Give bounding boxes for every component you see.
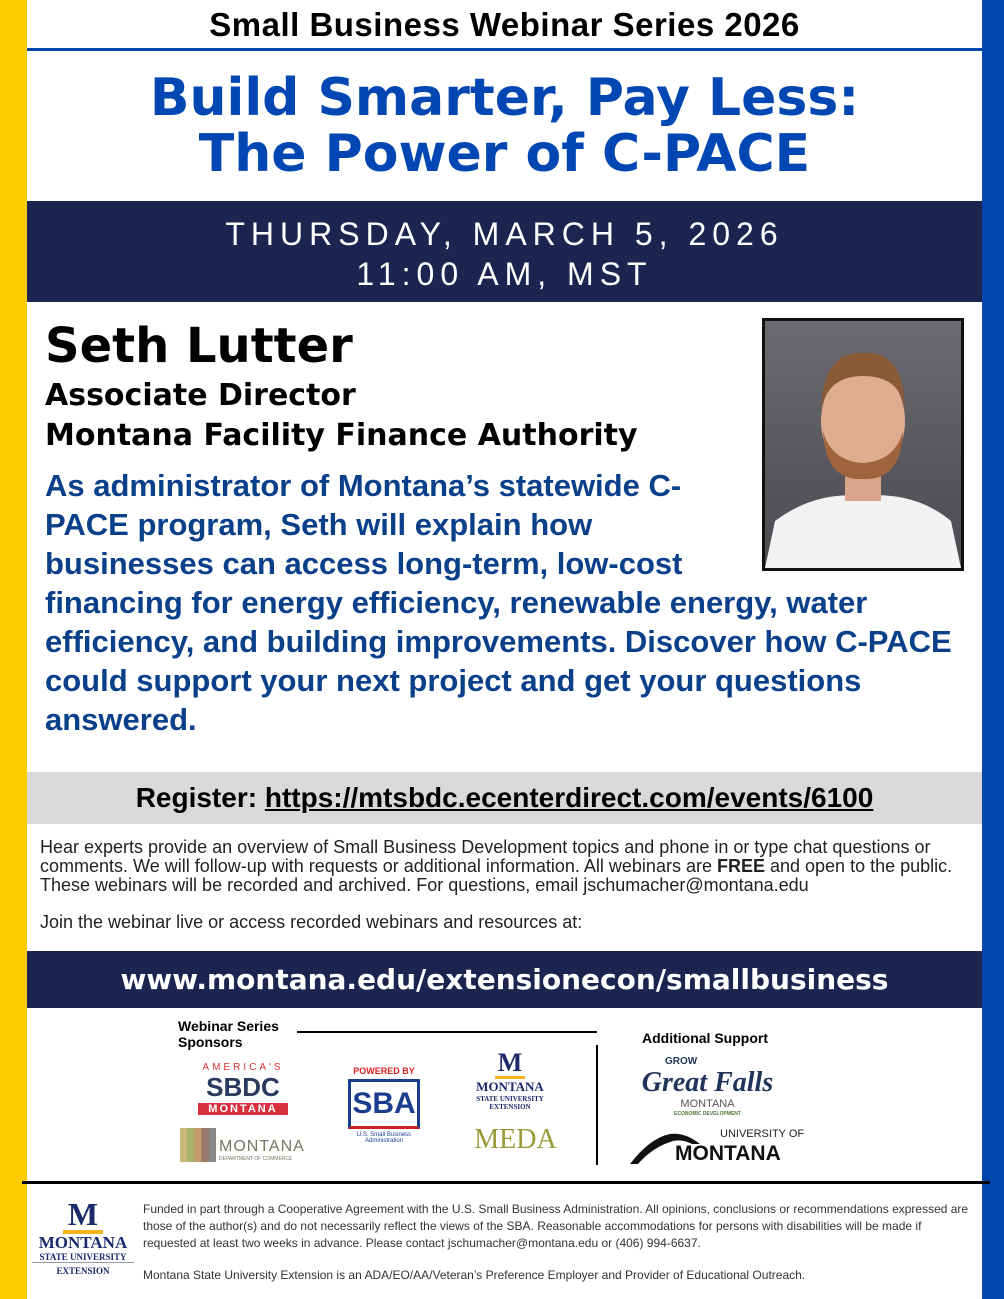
logo-text: M <box>63 1198 103 1234</box>
logo-text: EXTENSION <box>489 1103 531 1111</box>
speaker-organization: Montana Facility Finance Authority <box>45 418 638 453</box>
title-line-1: Build Smarter, Pay Less: <box>149 68 860 128</box>
resources-link[interactable]: www.montana.edu/extensionecon/smallbusiness <box>120 963 889 996</box>
divider <box>297 1031 597 1033</box>
register-label: Register: <box>135 782 265 813</box>
logo-text: MONTANA <box>198 1103 288 1115</box>
logo-text: POWERED BY <box>353 1066 415 1076</box>
logo-text: M <box>495 1050 525 1079</box>
info-text-1: Hear experts provide an overview of Small Business Development topics and phone in or type chat questions or comments. We will follow-up with requests or additional information. All webinars are <box>40 837 931 876</box>
event-date: THURSDAY, MARCH 5, 2026 <box>225 216 784 252</box>
logo-text: MONTANA <box>680 1098 735 1110</box>
support-heading: Additional Support <box>642 1030 768 1046</box>
logo-text: SBA <box>348 1079 420 1129</box>
logo-text: STATE UNIVERSITY <box>476 1095 544 1103</box>
series-title: Small Business Webinar Series 2026 <box>209 6 800 43</box>
join-text: Join the webinar live or access recorded webinars and resources at: <box>40 912 583 932</box>
logo-text: SBDC <box>206 1072 280 1102</box>
commerce-logo <box>180 1128 310 1162</box>
logo-text: ECONOMIC DEVELOPMENT <box>674 1111 741 1117</box>
msu-extension-footer-logo <box>32 1198 134 1276</box>
logo-text: MONTANA <box>38 1233 128 1252</box>
footer-email-link[interactable]: jschumacher@montana.edu <box>447 1236 599 1250</box>
footer-phone: or (406) 994-6637. <box>598 1236 701 1250</box>
logo-text: Great Falls <box>641 1067 774 1098</box>
photo-spacer <box>730 466 965 578</box>
logo-text: MONTANA <box>476 1079 544 1094</box>
logo-text: DEPARTMENT OF COMMERCE <box>219 1156 293 1162</box>
sbdc-logo <box>198 1062 288 1115</box>
title-line-2: The Power of C-PACE <box>198 124 811 184</box>
funding-disclaimer <box>143 1201 973 1252</box>
info-text <box>40 838 975 895</box>
right-accent-bar <box>982 0 1004 1299</box>
info-text-2: and open to the public. These webinars will be recorded and archived. For questions, email <box>40 856 953 895</box>
msu-extension-logo <box>468 1050 552 1111</box>
speaker-role <box>45 376 638 456</box>
divider <box>596 1045 598 1165</box>
resources-band <box>27 951 982 1008</box>
register-link[interactable]: https://mtsbdc.ecenterdirect.com/events/6100 <box>264 782 874 813</box>
divider <box>27 48 982 51</box>
university-of-montana-logo <box>630 1128 810 1168</box>
logo-text: MONTANA <box>675 1142 781 1165</box>
speaker-name: Seth Lutter <box>45 318 353 374</box>
webinar-title <box>27 70 982 182</box>
sponsors-heading: Webinar Series Sponsors <box>178 1018 279 1050</box>
speaker-title: Associate Director <box>45 378 356 413</box>
logo-text: MONTANA <box>219 1138 305 1155</box>
divider <box>22 1181 990 1184</box>
funding-text: Funded in part through a Cooperative Agreement with the U.S. Small Business Administration. All opinions, conclusions or recommendations expressed are those of the author(s) and do not necessarily reflect the views of the SBA. Reasonable accommodations for persons with disabilities will be made if requested at least two weeks in advance. Please contact <box>143 1202 969 1250</box>
sba-logo <box>342 1066 426 1144</box>
logo-text: STATE UNIVERSITY <box>32 1252 134 1263</box>
event-time: 11:00 AM, MST <box>356 256 653 292</box>
free-label: FREE <box>716 856 765 876</box>
contact-email-link[interactable]: jschumacher@montana.edu <box>583 875 809 895</box>
date-band <box>27 201 982 302</box>
logo-text: GROW <box>665 1056 698 1067</box>
webinar-description-block <box>45 466 965 739</box>
eeo-statement: Montana State University Extension is an ADA/EO/AA/Veteran’s Preference Employer and Provider of Educational Outreach. <box>143 1268 806 1282</box>
logo-text: AMERICA'S <box>202 1062 284 1073</box>
grow-great-falls-logo <box>640 1056 775 1118</box>
webinar-description: As administrator of Montana’s statewide C-PACE program, Seth will explain how businesses can access long-term, low-cost financing for energy efficiency, renewable energy, water efficiency, and building improvements. Discover how C-PACE could support your next project and get your questions answered. <box>45 468 952 737</box>
meda-logo: MEDA <box>474 1124 557 1155</box>
register-band <box>27 772 982 824</box>
logo-text: UNIVERSITY OF <box>720 1128 805 1140</box>
logo-text: EXTENSION <box>56 1266 110 1276</box>
left-accent-bar <box>0 0 27 1299</box>
logo-text: U.S. Small Business Administration <box>356 1132 412 1144</box>
